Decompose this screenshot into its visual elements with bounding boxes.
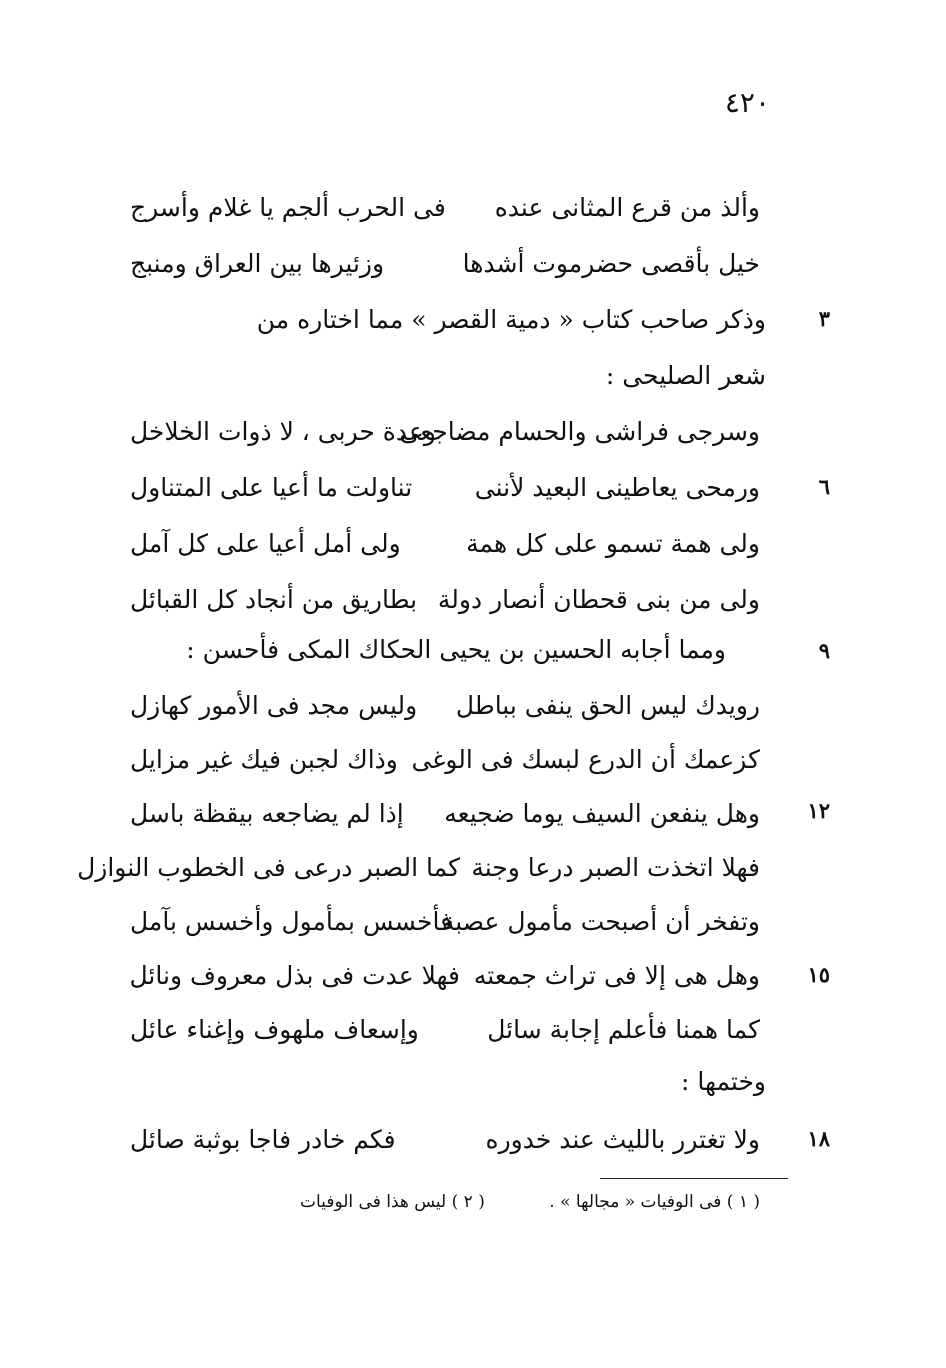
verse-first-hemistich: كما همنا فأعلم إجابة سائل: [487, 1015, 760, 1044]
verse-second-hemistich: بطاريق من أنجاد كل القبائل: [130, 585, 418, 614]
verse-second-hemistich: وذاك لجبن فيك غير مزايل: [130, 745, 398, 774]
verse-second-hemistich: تناولت ما أعيا على المتناول: [130, 473, 413, 502]
prose-line: ومما أجابه الحسين بن يحيى الحكاك المكى فأحسن :: [186, 635, 726, 664]
verse-second-hemistich: فأخسس بمأمول وأخسس بآمل: [130, 907, 453, 936]
verse-line: [130, 466, 760, 510]
verse-line: [130, 410, 760, 454]
prose-line: شعر الصليحى :: [605, 361, 766, 390]
verse-line: [77, 846, 760, 890]
verse-second-hemistich: فى الحرب ألجم يا غلام وأسرج: [130, 193, 446, 222]
footnote-1: ( ١ ) فى الوفيات « مجالها » .: [549, 1192, 760, 1212]
line-number-marker: ١٥: [807, 962, 830, 987]
footnote-divider: [600, 1178, 788, 1179]
line-number-marker: ١٨: [807, 1126, 830, 1151]
line-number-marker: ٩: [818, 638, 830, 663]
verse-line: [130, 900, 760, 944]
verse-first-hemistich: ورمحى يعاطينى البعيد لأننى: [474, 473, 760, 502]
prose-line: وختمها :: [680, 1067, 766, 1096]
verse-first-hemistich: فهلا اتخذت الصبر درعا وجنة: [471, 853, 760, 882]
footnotes: [300, 1192, 760, 1212]
verse-first-hemistich: ولا تغترر بالليث عند خدوره: [485, 1125, 760, 1154]
footnote-2: ( ٢ ) ليس هذا فى الوفيات: [300, 1192, 485, 1212]
line-number-marker: ١٢: [807, 798, 830, 823]
verse-first-hemistich: خيل بأقصى حضرموت أشدها: [462, 249, 760, 278]
verse-line: [130, 1008, 760, 1052]
verse-line: [130, 684, 760, 728]
verse-first-hemistich: وهل هى إلا فى تراث جمعته: [473, 961, 760, 990]
verse-line: [130, 522, 760, 566]
verse-first-hemistich: ولى همة تسمو على كل همة: [466, 529, 760, 558]
line-number-marker: ٦: [818, 474, 830, 499]
verse-first-hemistich: كزعمك أن الدرع لبسك فى الوغى: [411, 745, 760, 774]
verse-first-hemistich: رويدك ليس الحق ينفى بباطل: [455, 691, 760, 720]
verse-second-hemistich: وإسعاف ملهوف وإغناء عائل: [130, 1015, 419, 1044]
verse-second-hemistich: إذا لم يضاجعه بيقظة باسل: [130, 799, 404, 828]
verse-first-hemistich: وألذ من قرع المثانى عنده: [494, 193, 760, 222]
verse-second-hemistich: وعدة حربى ، لا ذوات الخلاخل: [130, 417, 437, 446]
verse-second-hemistich: فهلا عدت فى بذل معروف ونائل: [129, 961, 460, 990]
verse-line: [130, 242, 760, 286]
verse-line: [130, 738, 760, 782]
verse-second-hemistich: فكم خادر فاجا بوثبة صائل: [130, 1125, 396, 1154]
verse-line: [130, 954, 760, 998]
verse-second-hemistich: وزئيرها بين العراق ومنبج: [130, 249, 385, 278]
verse-first-hemistich: وهل ينفعن السيف يوما ضجيعه: [444, 799, 760, 828]
verse-line: [130, 792, 760, 836]
verse-second-hemistich: وليس مجد فى الأمور كهازل: [130, 691, 418, 720]
prose-line: وذكر صاحب كتاب « دمية القصر » مما اختاره من: [256, 305, 766, 334]
verse-line: [130, 1118, 760, 1162]
verse-second-hemistich: ولى أمل أعيا على كل آمل: [130, 529, 401, 558]
verse-second-hemistich: كما الصبر درعى فى الخطوب النوازل: [77, 853, 460, 882]
verse-line: [130, 578, 760, 622]
verse-first-hemistich: ولى من بنى قحطان أنصار دولة: [437, 585, 760, 614]
line-number-marker: ٣: [818, 306, 830, 331]
verse-first-hemistich: وسرجى فراشى والحسام مضاجعى: [399, 417, 760, 446]
verse-line: [130, 186, 760, 230]
verse-first-hemistich: وتفخر أن أصبحت مأمول عصبة: [441, 907, 760, 936]
page-number: ٤٢٠: [724, 86, 770, 119]
